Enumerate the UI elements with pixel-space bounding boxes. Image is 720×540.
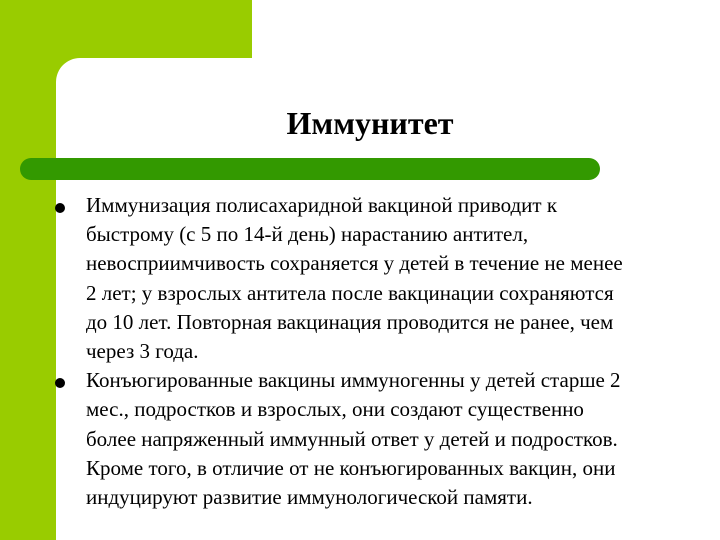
bullet-line: 2 лет; у взрослых антитела после вакцинации сохраняются	[86, 280, 614, 305]
bullet-list	[54, 191, 714, 512]
bullet-dot-icon	[55, 378, 65, 388]
title-underline-bar	[20, 158, 600, 180]
bullet-line: невосприимчивость сохраняется у детей в течение не менее	[86, 251, 623, 276]
bullet-line: Кроме того, в отличие от не конъюгированных вакцин, они	[86, 455, 616, 480]
bullet-line: Конъюгированные вакцины иммуногенны у детей старше 2	[86, 368, 621, 393]
slide-title: Иммунитет	[286, 105, 454, 141]
bullet-line: Иммунизация полисахаридной вакциной приводит к	[86, 193, 558, 217]
bullet-dot-icon	[55, 203, 65, 213]
bullet-line: более напряженный иммунный ответ у детей и подростков.	[86, 426, 618, 451]
bullet-line: через 3 года.	[86, 339, 199, 364]
bullet-line: мес., подростков и взрослых, они создают существенно	[86, 397, 584, 422]
bullet-line: индуцируют развитие иммунологической памяти.	[86, 485, 533, 510]
bullet-line: быстрому (с 5 по 14-й день) нарастанию антител,	[86, 222, 529, 247]
bullet-item-immunization	[54, 191, 714, 366]
bullet-item-conjugated	[54, 366, 714, 512]
bullet-line: до 10 лет. Повторная вакцинация проводится не ранее, чем	[86, 309, 614, 334]
